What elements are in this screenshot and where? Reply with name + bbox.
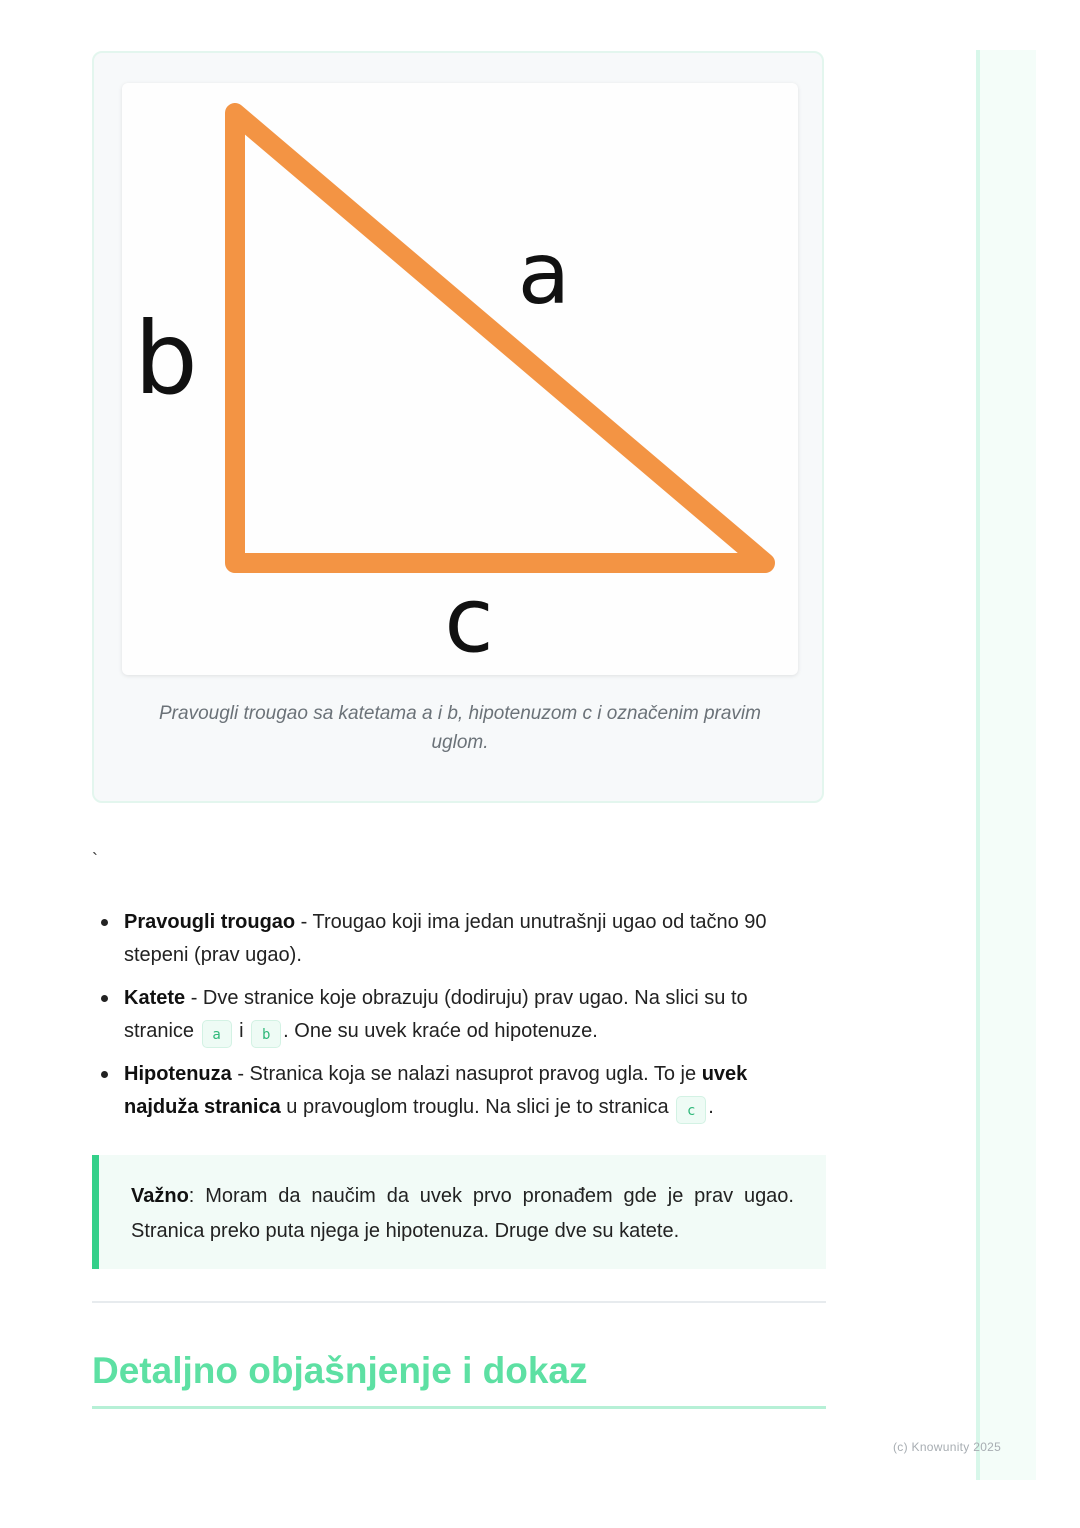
code-chip-a: a bbox=[202, 1020, 232, 1048]
definition-text: - Trougao koji ima jedan unutrašnji ugao od tačno 90 stepeni (prav ugao). bbox=[124, 911, 767, 966]
bullet-dot bbox=[101, 1071, 108, 1078]
section-divider bbox=[92, 1301, 826, 1303]
figure-card bbox=[92, 51, 824, 803]
definition-emphasis: uvek najduža stranica bbox=[124, 1063, 748, 1118]
definition-text: - Stranica koja se nalazi nasuprot pravog ugla. To je bbox=[231, 1063, 702, 1085]
right-triangle-figure bbox=[122, 83, 798, 675]
definition-text: - Dve stranice koje obrazuju (dodiruju) prav ugao. Na slici su to stranice bbox=[124, 987, 748, 1042]
section-heading: Detaljno objašnjenje i dokaz bbox=[92, 1350, 588, 1391]
heading-underline bbox=[92, 1406, 826, 1409]
bullet-dot bbox=[101, 995, 108, 1002]
label-a: a bbox=[517, 224, 571, 324]
definition-text: u pravouglom trouglu. Na slici je to stranica bbox=[280, 1096, 675, 1118]
code-chip-c: c bbox=[676, 1096, 706, 1124]
label-b: b bbox=[134, 300, 198, 417]
label-c: c bbox=[444, 568, 494, 673]
right-sidebar-rail bbox=[976, 50, 1036, 1480]
definitions-list bbox=[92, 906, 822, 1134]
definition-term: Katete bbox=[124, 987, 186, 1009]
note-body: : Moram da naučim da uvek prvo pronađem gde je prav ugao. Stranica preko puta njega je hipotenuza. Druge dve su katete. bbox=[131, 1185, 794, 1242]
note-text bbox=[131, 1179, 794, 1249]
triangle-shape bbox=[235, 113, 765, 563]
important-note bbox=[92, 1155, 826, 1269]
figure-caption: Pravougli trougao sa katetama a i b, hipotenuzom c i označenim pravim uglom. bbox=[159, 703, 761, 753]
code-chip-b: b bbox=[251, 1020, 281, 1048]
list-item bbox=[92, 982, 822, 1048]
definition-term: Pravougli trougao bbox=[124, 911, 296, 933]
list-item bbox=[92, 1058, 822, 1124]
definition-text: . bbox=[708, 1096, 714, 1118]
stray-backtick: ` bbox=[92, 850, 98, 870]
definition-text: . One su uvek kraće od hipotenuze. bbox=[283, 1020, 598, 1042]
list-item bbox=[92, 906, 822, 972]
footer-copyright: (c) Knowunity 2025 bbox=[893, 1440, 1002, 1454]
note-label: Važno bbox=[131, 1185, 189, 1207]
bullet-dot bbox=[101, 919, 108, 926]
definition-text: i bbox=[233, 1020, 250, 1042]
triangle-svg bbox=[122, 83, 798, 675]
definition-term: Hipotenuza bbox=[124, 1063, 232, 1085]
